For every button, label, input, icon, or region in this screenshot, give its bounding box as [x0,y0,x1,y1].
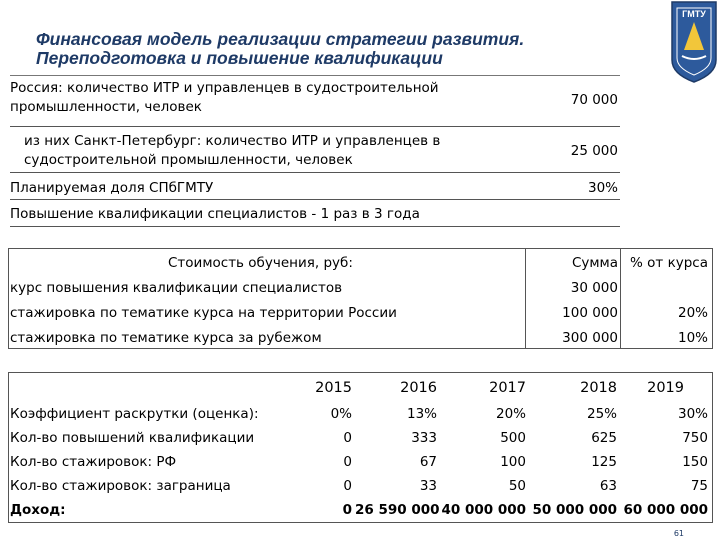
summary-divider-3 [10,199,620,200]
forecast-cell: 50 000 000 [532,502,617,518]
forecast-table-left-border [8,372,9,522]
cost-row-label: стажировка по тематике курса за рубежом [10,330,322,346]
cost-table-header-label: Стоимость обучения, руб: [168,255,353,271]
forecast-cell: 75 [690,478,708,494]
forecast-year-header: 2017 [489,380,526,396]
forecast-cell: 0% [330,406,352,422]
crest-lettering: ГМТУ [682,9,706,19]
page-number: 61 [673,529,684,538]
cost-row-pct: 10% [677,330,708,346]
cost-row-pct: 20% [677,305,708,321]
share-value: 30% [587,180,618,196]
cost-table-header-pct: % от курса [630,255,708,271]
forecast-row-label: Кол-во стажировок: РФ [10,454,177,470]
forecast-cell: 0 [343,430,352,446]
title-divider [10,75,620,76]
cost-table-column-divider-1 [525,248,526,348]
forecast-table-top-border [8,372,713,373]
cost-table-left-border [8,248,9,348]
forecast-cell: 20% [495,406,526,422]
forecast-cell: 63 [599,478,617,494]
russia-count-value: 70 000 [570,92,618,108]
forecast-row-label: Доход: [10,502,66,518]
forecast-cell: 26 590 000 [355,502,440,518]
forecast-cell: 100 [500,454,526,470]
forecast-cell: 125 [591,454,617,470]
forecast-table-right-border [712,372,713,522]
cost-table-bottom-border [8,348,713,349]
forecast-cell: 500 [500,430,526,446]
frequency-label: Повышение квалификации специалистов - 1 раз в 3 года [10,206,420,222]
cost-table-column-divider-2 [620,248,621,348]
spb-count-label-line-2: судостроительной промышленности, человек [24,152,353,168]
forecast-cell: 60 000 000 [623,502,708,518]
cost-row-sum: 100 000 [562,305,618,321]
forecast-cell: 40 000 000 [441,502,526,518]
slide-title [36,30,636,68]
summary-divider-4 [10,226,620,227]
forecast-year-header: 2018 [580,380,617,396]
cost-row-sum: 300 000 [562,330,618,346]
forecast-cell: 0 [343,454,352,470]
spb-count-value: 25 000 [570,143,618,159]
forecast-cell: 30% [677,406,708,422]
forecast-row-label: Кол-во повышений квалификации [10,430,255,446]
forecast-row-label: Коэффициент раскрутки (оценка): [10,406,259,422]
forecast-cell: 750 [682,430,708,446]
forecast-cell: 150 [682,454,708,470]
forecast-row-label: Кол-во стажировок: заграница [10,478,231,494]
forecast-cell: 333 [411,430,437,446]
cost-table-header-sum: Сумма [571,255,618,271]
forecast-cell: 13% [406,406,437,422]
russia-count-label-line-2: промышленности, человек [10,99,202,115]
spb-count-label-line-1: из них Санкт-Петербург: количество ИТР и управленцев в [24,133,441,149]
cost-table-right-border [712,248,713,348]
forecast-cell: 50 [508,478,526,494]
cost-table-top-border [8,248,713,249]
forecast-year-header: 2015 [315,380,352,396]
summary-divider-2 [10,172,620,173]
forecast-cell: 0 [342,502,352,518]
forecast-cell: 625 [591,430,617,446]
share-label: Планируемая доля СПбГМТУ [10,180,214,196]
forecast-table-bottom-border [8,522,713,523]
forecast-cell: 67 [419,454,437,470]
forecast-cell: 25% [586,406,617,422]
slide-title-line-1: Финансовая модель реализации стратегии развития. [36,29,525,49]
russia-count-label-line-1: Россия: количество ИТР и управленцев в судостроительной [10,80,439,96]
cost-row-label: стажировка по тематике курса на территории России [10,305,397,321]
forecast-year-header: 2019 [647,380,684,396]
forecast-cell: 33 [419,478,437,494]
slide-title-line-2: Переподготовка и повышение квалификации [36,48,443,68]
cost-row-label: курс повышения квалификации специалистов [10,280,343,296]
forecast-cell: 0 [343,478,352,494]
cost-row-sum: 30 000 [570,280,618,296]
university-crest-icon [668,0,720,84]
summary-divider-1 [10,126,620,127]
forecast-year-header: 2016 [400,380,437,396]
